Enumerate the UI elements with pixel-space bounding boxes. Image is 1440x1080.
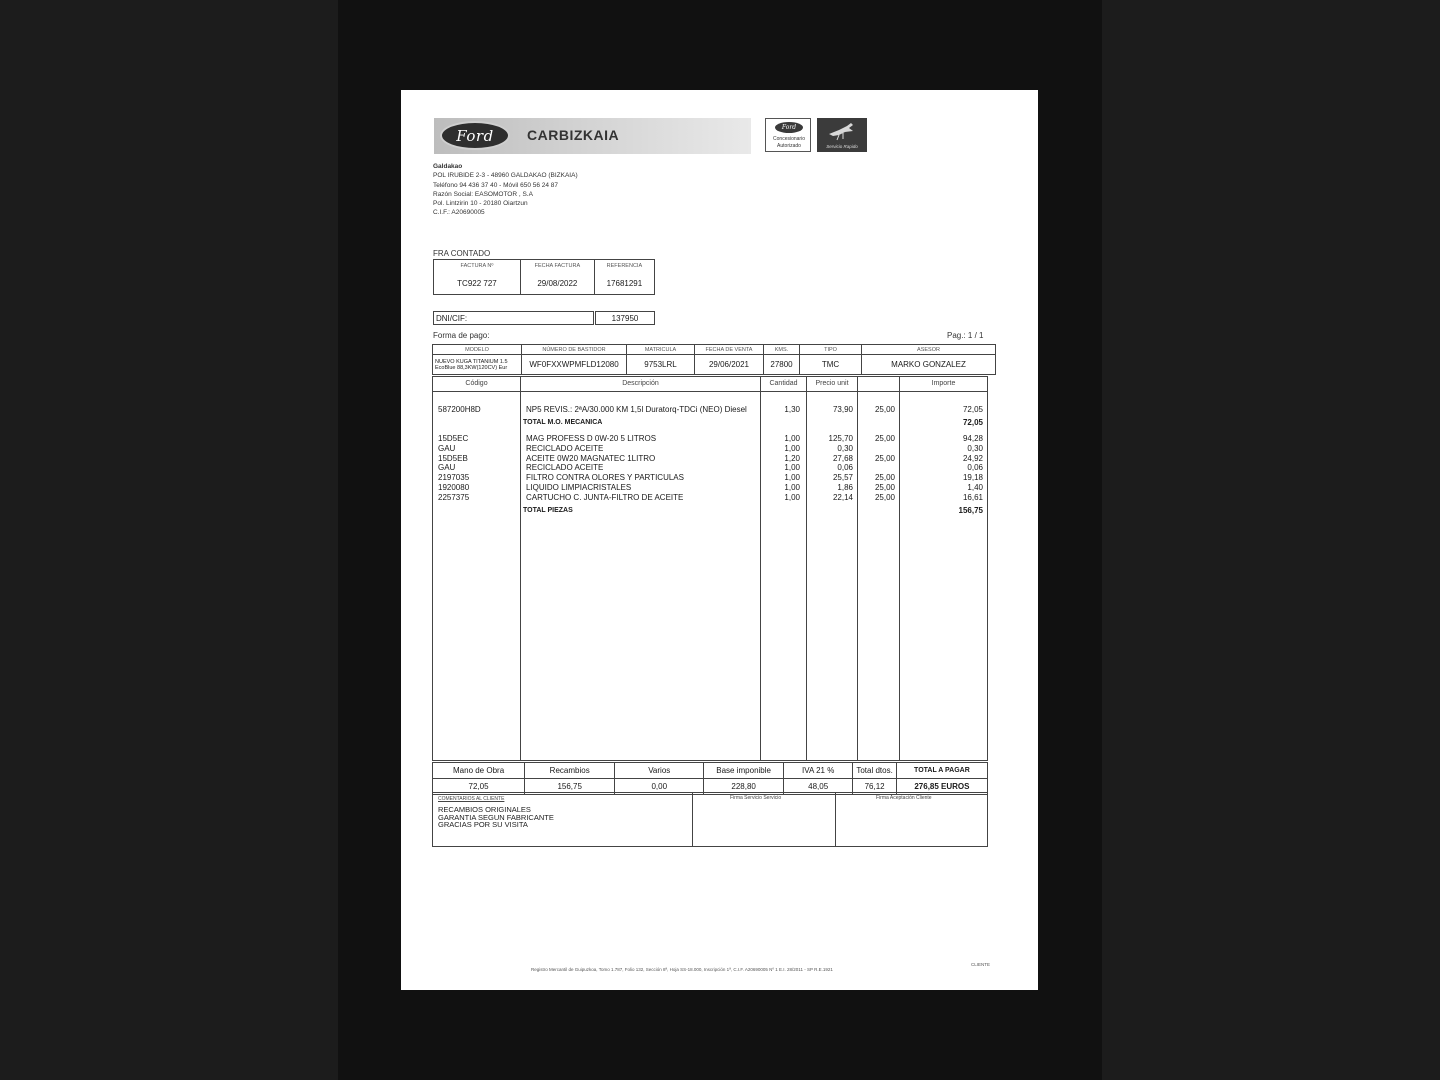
quick-service-logo <box>817 118 867 152</box>
comment-line-2: GARANTIA SEGUN FABRICANTE <box>438 812 554 822</box>
authorized-dealer-logo <box>765 118 811 152</box>
amount-header: Importe <box>900 376 987 392</box>
discounts-total: 76,12 <box>853 779 896 795</box>
discount-header <box>858 376 899 392</box>
invoice-page <box>401 90 1038 990</box>
part-line-qty: 1,20 <box>784 453 800 463</box>
parts-sum-header: Recambios <box>525 763 615 779</box>
part-line-code: 15D5EC <box>438 434 469 443</box>
vehicle-sale-date: 29/06/2021 <box>695 355 764 375</box>
part-line-qty: 1,00 <box>784 463 800 473</box>
vin-header: NÚMERO DE BASTIDOR <box>522 345 627 355</box>
model-header: MODELO <box>433 345 522 355</box>
parts-total-label: TOTAL PIEZAS <box>523 507 573 514</box>
comments-text <box>438 806 554 829</box>
part-line-price: 1,86 <box>837 482 853 492</box>
workshop-signature-label: Firma Servicio Servicio <box>730 795 782 801</box>
part-line-amount: 19,18 <box>962 473 983 482</box>
address-line-1: POL IRUBIDE 2-3 - 48960 GALDAKAO (BIZKAIA) <box>433 172 578 180</box>
invoice-info-table <box>433 259 655 295</box>
comments-divider-2 <box>835 792 836 847</box>
part-line-code: 1920080 <box>438 482 470 492</box>
part-line-price: 0,30 <box>837 443 853 453</box>
part-line-qty: 1,00 <box>784 443 800 453</box>
part-line-row <box>401 444 1038 454</box>
part-line-amount: 0,30 <box>967 443 983 453</box>
part-line-qty: 1,00 <box>784 492 800 502</box>
dni-label: DNI/CIF: <box>436 314 468 323</box>
invoice-number-header: FACTURA Nº <box>434 260 521 273</box>
part-line-amount: 0,06 <box>967 463 983 473</box>
part-line-code: 2257375 <box>438 492 470 502</box>
part-line-pct: 25,00 <box>874 473 895 482</box>
part-line-desc: RECICLADO ACEITE <box>526 443 604 453</box>
labour-line-code: 587200H8D <box>438 405 481 414</box>
part-line-code: 15D5EB <box>438 453 468 463</box>
parts-sum: 156,75 <box>525 779 615 795</box>
vat-amount: 48,05 <box>783 779 852 795</box>
part-line-code: 2197035 <box>438 473 470 482</box>
comment-line-3: GRACIAS POR SU VISITA <box>438 820 528 830</box>
roadrunner-icon <box>817 118 867 143</box>
vehicle-model-line-1: NUEVO KUGA TITANIUM 1.5 <box>435 358 508 365</box>
misc-sum-header: Varios <box>615 763 704 779</box>
part-line-row <box>401 473 1038 483</box>
discounts-header: Total dtos. <box>853 763 896 779</box>
dealer-address <box>433 162 578 218</box>
address-line-4: Pol. Lintzirin 10 - 20180 Oiartzun <box>433 200 528 208</box>
part-line-amount: 94,28 <box>962 434 983 443</box>
part-line-amount: 16,61 <box>962 492 983 502</box>
part-line-price: 27,68 <box>832 453 853 463</box>
part-line-pct: 25,00 <box>874 492 895 502</box>
part-line-price: 0,06 <box>837 463 853 473</box>
client-signature-label: Firma Aceptación Cliente <box>876 795 932 801</box>
right-margin <box>1102 0 1440 1080</box>
part-line-amount: 1,40 <box>967 482 983 492</box>
dni-field <box>433 311 594 325</box>
invoice-type: FRA CONTADO <box>433 249 491 258</box>
part-line-price: 25,57 <box>832 473 853 482</box>
part-line-desc: CARTUCHO C. JUNTA-FILTRO DE ACEITE <box>526 492 684 502</box>
part-line-desc: RECICLADO ACEITE <box>526 463 604 473</box>
tax-base-header: Base imponible <box>704 763 784 779</box>
dealer-name: CARBIZKAIA <box>527 127 620 143</box>
misc-sum: 0,00 <box>615 779 704 795</box>
reference-header: REFERENCIA <box>594 260 654 273</box>
sale-date-header: FECHA DE VENTA <box>695 345 764 355</box>
vehicle-kms: 27800 <box>764 355 800 375</box>
part-line-desc: MAG PROFESS D 0W-20 5 LITROS <box>526 434 657 443</box>
labour-line-qty: 1,30 <box>784 405 800 414</box>
labour-sum: 72,05 <box>433 779 525 795</box>
kms-header: KMS. <box>764 345 800 355</box>
vehicle-plate: 9753LRL <box>627 355 695 375</box>
part-line-row <box>401 434 1038 444</box>
invoice-number: TC922 727 <box>434 272 521 295</box>
labour-line-amount: 72,05 <box>962 405 983 414</box>
parts-total-row <box>401 506 1038 516</box>
vehicle-model-line-2: EcoBlue 88,3KW(120CV) Eur <box>435 364 508 371</box>
part-line-qty: 1,00 <box>784 434 800 443</box>
address-line-3: Razón Social: EASOMOTOR , S.A <box>433 190 533 198</box>
unit-price-header: Precio unit <box>807 376 857 392</box>
part-line-code: GAU <box>438 463 456 473</box>
ford-logo <box>440 121 510 150</box>
customer-number: 137950 <box>595 311 655 325</box>
tax-base: 228,80 <box>704 779 784 795</box>
header-band <box>434 118 751 154</box>
labour-sum-header: Mano de Obra <box>433 763 525 779</box>
plate-header: MATRICULA <box>627 345 695 355</box>
reference-number: 17681291 <box>594 272 654 295</box>
part-line-pct: 25,00 <box>874 434 895 443</box>
description-header: Descripción <box>521 376 760 392</box>
labour-total-label: TOTAL M.O. MECANICA <box>523 419 603 426</box>
vehicle-vin: WF0FXXWPMFLD12080 <box>522 355 627 375</box>
page-number: Pag.: 1 / 1 <box>947 331 984 340</box>
address-line-2: Teléfono 94 436 37 40 - Móvil 650 56 24 87 <box>433 181 559 189</box>
part-line-qty: 1,00 <box>784 482 800 492</box>
quantity-header: Cantidad <box>761 376 806 392</box>
comments-header: COMENTARIOS AL CLIENTE <box>438 796 505 802</box>
part-line-amount: 24,92 <box>962 453 983 463</box>
part-line-desc: LIQUIDO LIMPIACRISTALES <box>526 482 632 492</box>
comments-divider-1 <box>692 792 693 847</box>
badge-caption-2: Autorizado <box>777 143 801 149</box>
totals-table <box>432 762 988 795</box>
part-line-row <box>401 463 1038 473</box>
labour-line-pct: 25,00 <box>874 405 895 414</box>
copy-label: CLIENTE <box>971 962 991 967</box>
part-line-row <box>401 483 1038 493</box>
labour-line-row <box>401 405 1038 415</box>
part-line-qty: 1,00 <box>784 473 800 482</box>
parts-total-value: 156,75 <box>958 506 983 515</box>
address-city: Galdakao <box>433 163 463 170</box>
total-to-pay: 276,85 EUROS <box>896 779 987 795</box>
type-header: TIPO <box>800 345 862 355</box>
part-line-desc: FILTRO CONTRA OLORES Y PARTICULAS <box>526 473 684 482</box>
code-header: Código <box>433 376 520 392</box>
labour-total-row <box>401 418 1038 428</box>
ford-small-logo <box>775 122 803 133</box>
quick-service-caption: Servicio Rapido <box>826 144 858 149</box>
payment-method-label: Forma de pago: <box>433 331 490 340</box>
part-line-code: GAU <box>438 443 456 453</box>
vehicle-table <box>432 344 996 375</box>
left-margin <box>0 0 338 1080</box>
total-to-pay-header: TOTAL A PAGAR <box>896 763 987 779</box>
part-line-pct: 25,00 <box>874 453 895 463</box>
vat-header: IVA 21 % <box>783 763 852 779</box>
registry-footer: Registro Mercantil de Guipuzkoa, Tomo 1.787, Folio 132, Sección 8ª, Hoja SS-18.000, Inscripción 1ª, C.I.F. A20690005 Nº 1 E.I. 28/2011 - SP R.E.1921 <box>531 967 833 972</box>
labour-total-value: 72,05 <box>962 418 983 427</box>
vehicle-advisor: MARKO GONZALEZ <box>862 355 996 375</box>
part-line-row <box>401 493 1038 503</box>
invoice-date-header: FECHA FACTURA <box>520 260 594 273</box>
part-line-pct: 25,00 <box>874 482 895 492</box>
labour-line-desc: NP5 REVIS.: 2ªA/30.000 KM 1,5l Duratorq-TDCi (NEO) Diesel <box>526 405 747 414</box>
comment-line-1: RECAMBIOS ORIGINALES <box>438 805 531 814</box>
invoice-date: 29/08/2022 <box>520 272 594 295</box>
part-line-desc: ACEITE 0W20 MAGNATEC 1LITRO <box>526 453 656 463</box>
badge-caption-1: Concesionario <box>773 136 805 142</box>
vehicle-model <box>433 355 522 375</box>
advisor-header: ASESOR <box>862 345 996 355</box>
part-line-price: 125,70 <box>828 434 853 443</box>
labour-line-price: 73,90 <box>832 405 853 414</box>
ford-small-logo-text: Ford <box>781 124 797 131</box>
part-line-row <box>401 454 1038 464</box>
vehicle-type: TMC <box>800 355 862 375</box>
part-line-price: 22,14 <box>832 492 853 502</box>
address-line-5: C.I.F.: A20690005 <box>433 209 485 217</box>
ford-logo-text: Ford <box>456 126 494 145</box>
